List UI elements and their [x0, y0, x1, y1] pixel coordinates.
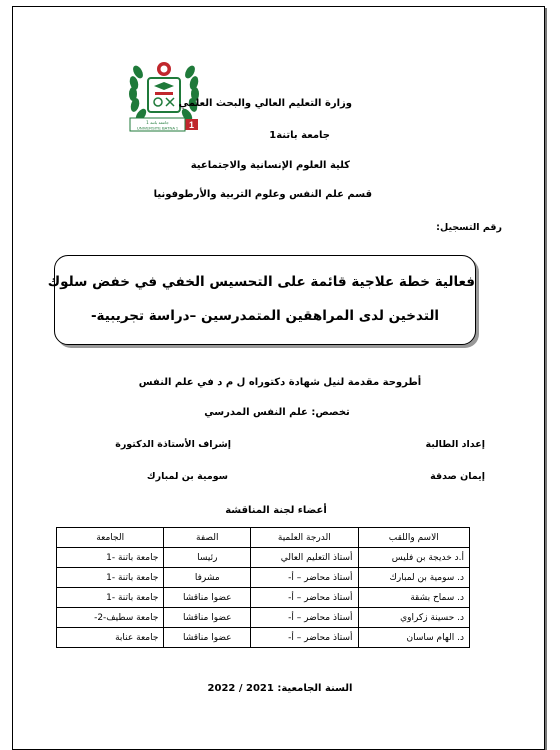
member-name: د. سماح بشقة: [358, 588, 470, 608]
ministry-line: وزارة التعليم العالي والبحث العلمي: [178, 98, 352, 109]
member-rank: أستاذ التعليم العالي: [251, 548, 358, 568]
supervisor-name: سومية بن لمبارك: [146, 471, 228, 482]
member-role: عضوا مناقشا: [164, 608, 251, 628]
supervisor-label: إشراف الأستاذة الدكتورة: [115, 439, 231, 450]
member-university: جامعة عنابة: [57, 628, 164, 648]
member-rank: أستاذ محاضر – أ-: [251, 608, 358, 628]
logo-banner-en: UNIVERSITE BATNA 1: [136, 125, 179, 131]
thesis-title-line-1: فعالية خطة علاجية قائمة على التحسيس الخفي في خفض سلوك: [47, 274, 475, 290]
member-role: رئيسا: [164, 548, 251, 568]
column-header: الصفة: [164, 528, 251, 548]
member-rank: أستاذ محاضر – أ-: [251, 628, 358, 648]
thesis-purpose: أطروحة مقدمة لنيل شهادة دكتوراه ل م د في علم النفس: [138, 377, 422, 388]
column-header: الجامعة: [57, 528, 164, 548]
column-header: الاسم واللقب: [358, 528, 470, 548]
column-header: الدرجة العلمية: [251, 528, 358, 548]
table-row: [57, 588, 470, 608]
member-name: د. الهام ساسان: [358, 628, 470, 648]
university-emblem-icon: [124, 56, 204, 134]
member-name: د. حسينة زكراوي: [358, 608, 470, 628]
member-university: جامعة سطيف-2-: [57, 608, 164, 628]
member-rank: أستاذ محاضر – أ-: [251, 568, 358, 588]
member-university: جامعة باتنة -1: [57, 548, 164, 568]
member-role: مشرفا: [164, 568, 251, 588]
student-name: إيمان صدقة: [430, 471, 485, 482]
member-role: عضوا مناقشا: [164, 628, 251, 648]
member-name: أ.د خديجة بن فليس: [358, 548, 470, 568]
faculty-line: كلية العلوم الإنسانية والاجتماعية: [190, 160, 350, 171]
thesis-title-line-2: التدخين لدى المراهقين المتمدرسين –دراسة تجريبية-: [90, 308, 440, 324]
academic-year: السنة الجامعية: 2021 / 2022: [207, 683, 353, 694]
registration-label: رقم التسجيل:: [436, 222, 502, 233]
committee-table: [56, 527, 470, 648]
student-label: إعداد الطالبة: [425, 439, 485, 450]
member-name: د. سومية بن لمبارك: [358, 568, 470, 588]
specialty: تخصص: علم النفس المدرسي: [204, 407, 350, 418]
committee-title: أعضاء لجنة المناقشة: [225, 505, 327, 516]
logo-banner-ar: جامعة باتنة 1: [146, 120, 169, 125]
member-rank: أستاذ محاضر – أ-: [251, 588, 358, 608]
table-header-row: [57, 528, 470, 548]
member-university: جامعة باتنة -1: [57, 588, 164, 608]
logo-number: 1: [188, 120, 195, 130]
department-line: قسم علم النفس وعلوم التربية والأرطوفونيا: [153, 189, 372, 200]
university-line: جامعة باتنة1: [269, 130, 330, 141]
table-row: [57, 628, 470, 648]
table-row: [57, 568, 470, 588]
member-role: عضوا مناقشا: [164, 588, 251, 608]
table-row: [57, 608, 470, 628]
member-university: جامعة باتنة -1: [57, 568, 164, 588]
table-row: [57, 548, 470, 568]
thesis-title-box: [47, 255, 476, 345]
